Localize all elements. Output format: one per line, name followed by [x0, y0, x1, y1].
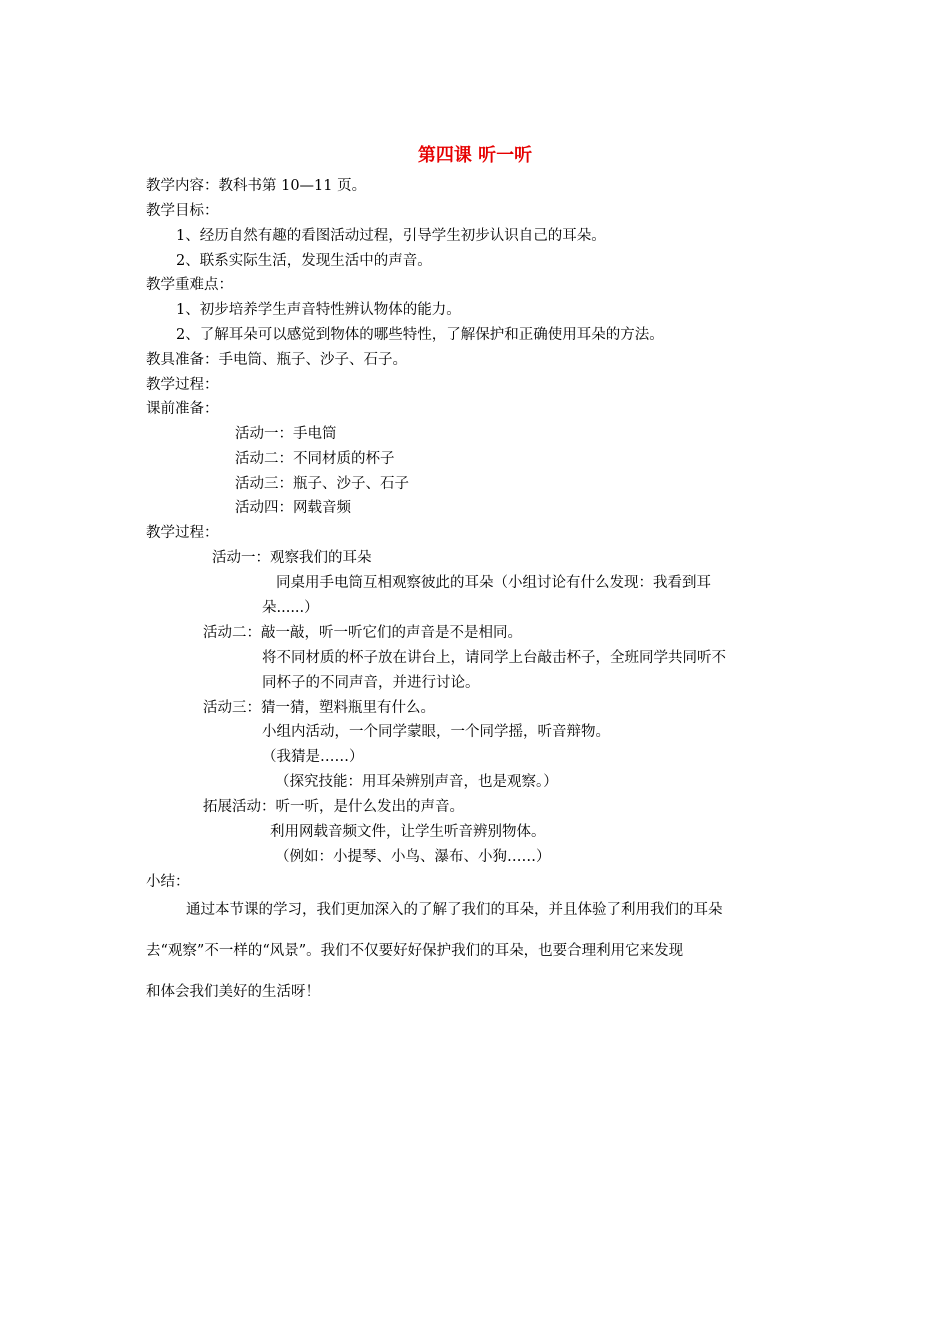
- goal-item: 1、经历自然有趣的看图活动过程，引导学生初步认识自己的耳朵。: [176, 228, 606, 244]
- activity-text: （我猜是……）: [262, 749, 364, 765]
- activity-text: 朵......）: [262, 600, 319, 616]
- process-heading: 教学过程：: [146, 525, 219, 541]
- summary-paragraph-line: 和体会我们美好的生活呀！: [146, 984, 320, 1000]
- preparation-item: 活动一：手电筒: [235, 426, 337, 442]
- teaching-tools: 教具准备：手电筒、瓶子、沙子、石子。: [146, 352, 407, 368]
- preparation-item: 活动四：网载音频: [235, 500, 351, 516]
- key-point-item: 1、初步培养学生声音特性辨认物体的能力。: [176, 302, 461, 318]
- activity-title: 活动二：敲一敲，听一听它们的声音是不是相同。: [203, 625, 522, 641]
- extension-title: 拓展活动：听一听，是什么发出的声音。: [203, 799, 464, 815]
- extension-text: （例如：小提琴、小鸟、瀑布、小狗……）: [275, 849, 551, 865]
- summary-paragraph-line: 去“观察”不一样的“风景”。我们不仅要好好保护我们的耳朵，也要合理利用它来发现: [146, 943, 684, 959]
- teaching-content: 教学内容：教科书第 10—11 页。: [146, 178, 367, 194]
- page-title: 第四课 听一听: [417, 145, 533, 166]
- summary-paragraph-line: 通过本节课的学习，我们更加深入的了解了我们的耳朵，并且体验了利用我们的耳朵: [186, 902, 723, 918]
- activity-text: （探究技能：用耳朵辨别声音，也是观察。）: [275, 774, 558, 790]
- preparation-heading: 课前准备：: [146, 401, 219, 417]
- activity-text: 同桌用手电筒互相观察彼此的耳朵（小组讨论有什么发现：我看到耳: [276, 575, 711, 591]
- summary-heading: 小结：: [146, 874, 190, 890]
- preparation-item: 活动三：瓶子、沙子、石子: [235, 476, 409, 492]
- activity-text: 将不同材质的杯子放在讲台上，请同学上台敲击杯子，全班同学共同听不: [262, 650, 726, 666]
- activity-text: 同杯子的不同声音，并进行讨论。: [262, 675, 480, 691]
- goal-item: 2、联系实际生活，发现生活中的声音。: [176, 253, 432, 269]
- key-points-heading: 教学重难点：: [146, 277, 233, 293]
- activity-title: 活动三：猜一猜，塑料瓶里有什么。: [203, 700, 435, 716]
- activity-text: 小组内活动，一个同学蒙眼，一个同学摇，听音辩物。: [262, 724, 610, 740]
- activity-title: 活动一：观察我们的耳朵: [212, 550, 372, 566]
- extension-text: 利用网载音频文件，让学生听音辨别物体。: [270, 824, 546, 840]
- goals-heading: 教学目标：: [146, 203, 219, 219]
- preparation-item: 活动二：不同材质的杯子: [235, 451, 395, 467]
- process-heading: 教学过程：: [146, 377, 219, 393]
- key-point-item: 2、了解耳朵可以感觉到物体的哪些特性，了解保护和正确使用耳朵的方法。: [176, 327, 664, 343]
